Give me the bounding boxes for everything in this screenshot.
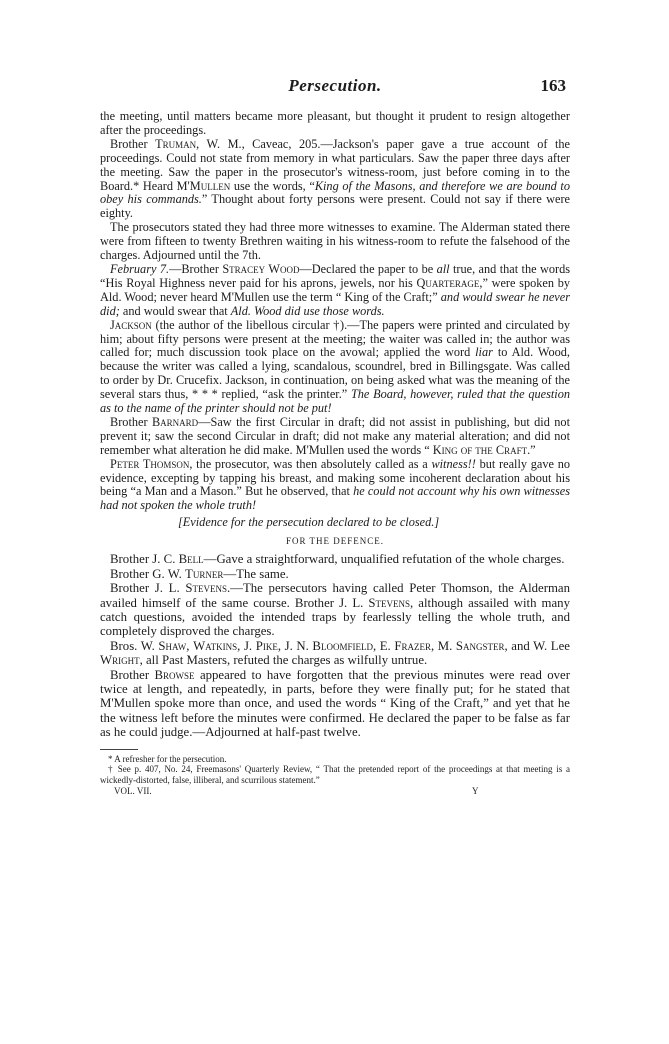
name-mmullen: M'Mullen: [176, 178, 231, 193]
running-title: Persecution.: [288, 76, 382, 95]
name-stracey-wood: Stracey Wood: [222, 261, 300, 276]
paragraph-wood: February 7.—Brother Stracey Wood—Declared the paper to be all true, and that the words “His Royal Highness never paid for his aprons, jewels, nor his Quarterage,” were spoken by Ald. Wood; never heard M'Mullen use the term “ King of the Craft;” and would swear he never did; and would swear that Ald. Wood did use those words.: [100, 261, 571, 318]
footnote-dagger: † See p. 407, No. 24, Freemasons' Quarterly Review, “ That the pretended report of the proceedings at that meeting is a wickedly-distorted, false, illiberal, and scurrilous statement.”: [100, 764, 570, 785]
paragraph-continuation: the meeting, until matters became more pleasant, but thought it prudent to resign altogether after the proceedings.: [100, 109, 570, 137]
section-heading-defence: FOR THE DEFENCE.: [285, 536, 385, 547]
paragraph-thomson: Peter Thomson, the prosecutor, was then absolutely called as a witness!! but really gave no evidence, excepting by tapping his breast, and making some incoherent declaration about his being “a Man and a Mason.” But he observed, that he could not account why his own witnesses had not spoken the whole truth!: [100, 456, 570, 513]
name-barnard: Barnard: [151, 414, 199, 429]
name-peter-thomson: Peter Thomson: [110, 456, 190, 471]
paragraph-turner: Brother G. W. Turner—The same.: [110, 566, 289, 581]
prosecution-section: [100, 110, 570, 530]
paragraph-browse: Brother Browse appeared to have forgotten that the previous minutes were read over twice at length, and repeatedly, in parts, before they were finally put; for he stated that M'Mullen spoke more than once, and used the words “ King of the Craft,” and yet that he the witness left before the minutes were confirmed. He declared the paper to be false as far as he could judge.—Adjourned at half-past twelve.: [100, 667, 570, 740]
paragraph-past-masters: Bros. W. Shaw, Watkins, J. Pike, J. N. Bloomfield, E. Frazer, M. Sangster, and W. Lee Wright, all Past Masters, refuted the charges as wilfully untrue.: [100, 638, 570, 668]
paragraph-prosecutors: The prosecutors stated they had three more witnesses to examine. The Alderman stated there were from fifteen to twenty Brethren waiting in his witness-room to refute the falsehood of the charges. Adjourned until the 7th.: [100, 220, 570, 263]
page-number: 163: [540, 76, 566, 95]
signature-line: [100, 786, 570, 798]
name-jackson: Jackson: [110, 317, 152, 332]
paragraph-barnard: Brother Barnard—Saw the first Circular in draft; did not assist in publishing, but did not prevent it; saw the second Circular in draft; did not make any material alteration; and did not remember what alteration he did make. M'Mullen used the words “ King of the Craft.”: [100, 414, 570, 457]
page: [100, 76, 570, 798]
name-truman: Truman: [155, 136, 197, 151]
signature-mark: Y: [472, 786, 479, 797]
paragraph-truman: Brother Truman, W. M., Caveac, 205.—Jackson's paper gave a true account of the proceedings. Could not state from memory in what particulars. Saw the paper three days after the meeting. Saw the paper in the prosecutor's witness-room, just before coming in to the Board.* Heard M'Mullen use the words, “King of the Masons, and therefore we are bound to obey his commands.” Thought about forty persons were present. Could not say if there were eighty.: [100, 136, 571, 221]
paragraph-stevens: Brother J. L. Stevens.—The persecutors having called Peter Thomson, the Alderman availed himself of the same course. Brother J. L. Stevens, although assailed with many catch questions, avoided the intended traps by fearlessly telling the whole truth, and completely disproved the charges.: [100, 581, 570, 639]
footnote-rule: [100, 749, 138, 750]
paragraph-jackson: Jackson (the author of the libellous circular †).—The papers were printed and circulated by him; about fifty persons were present at the meeting; the waiter was called in; the author was called for; much discussion took place on the avowal; applied the word liar to Ald. Wood, because the writer was called a lying, scandalous, scoundrel, bred in Billingsgate. Was called to order by Dr. Crucefix. Jackson, in continuation, on being asked what was the meaning of the several stars thus, * * * replied, “ask the printer.” The Board, however, ruled that the question as to the name of the printer should not be put!: [100, 317, 570, 416]
running-header: [100, 76, 570, 102]
defence-section: [100, 552, 570, 739]
evidence-closed-note: [Evidence for the persecution declared to be closed.]: [178, 515, 440, 530]
footnote-asterisk: * A refresher for the persecution.: [108, 753, 227, 764]
volume-mark: VOL. VII.: [114, 786, 152, 797]
date-feb-7: February 7.: [110, 261, 170, 276]
paragraph-bell: Brother J. C. Bell—Gave a straightforward, unqualified refutation of the whole charges.: [110, 552, 565, 567]
